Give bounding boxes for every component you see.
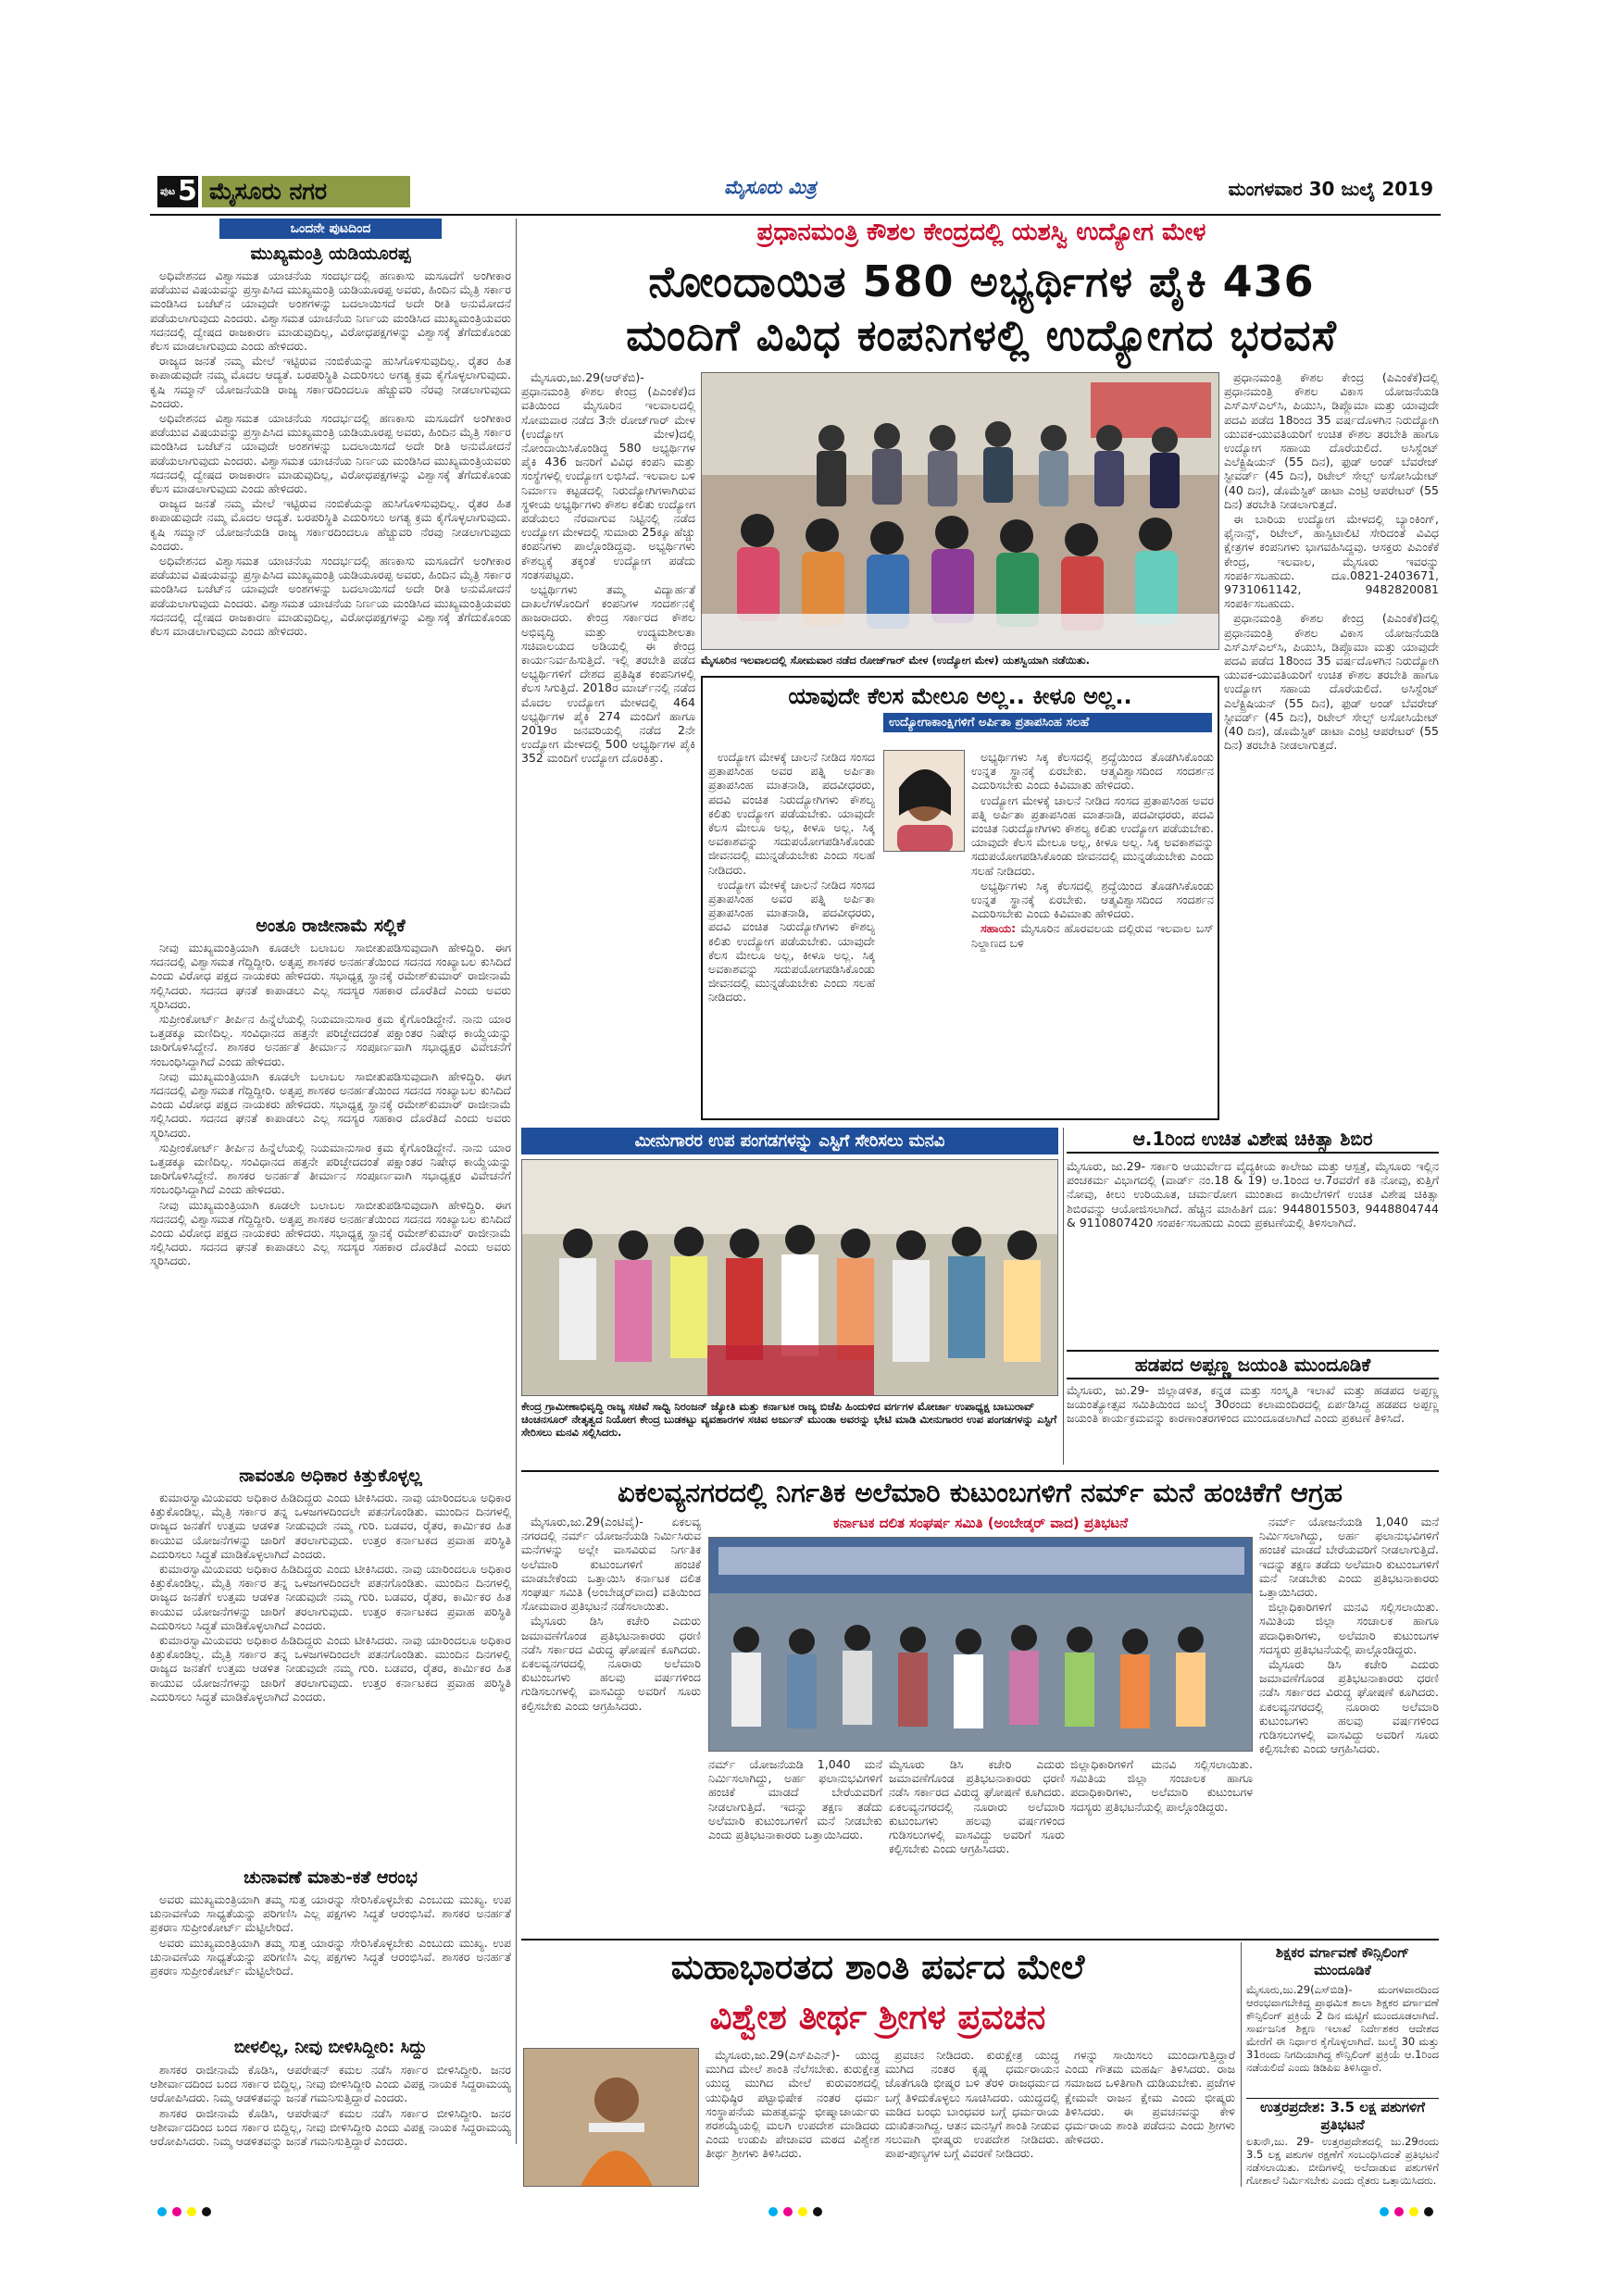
sidebar-title: ಶಿಕ್ಷಕರ ವರ್ಗಾವಣೆ ಕೌನ್ಸಿಲಿಂಗ್ ಮುಂದೂಡಿಕೆ [1275,1944,1410,1978]
story3-title: ಆ.1ರಿಂದ ಉಚಿತ ವಿಶೇಷ ಚಿಕಿತ್ಸಾ ಶಿಬಿರ [1067,1128,1439,1154]
seer-photo-art [524,2049,699,2187]
section-name: ಮೈಸೂರು ನಗರ [202,176,410,207]
lead-paragraph: ಪ್ರಧಾನಮಂತ್ರಿ ಕೌಶಲ ಕೇಂದ್ರ (ಪಿಎಂಕೆಕೆ)ದಲ್ಲಿ ಪ್ರಧಾನಮಂತ್ರಿ ಕೌಶಲ ವಿಕಾಸ ಯೋಜನೆಯಡಿ ಎಸ್‌ಎಸ್‌ಎಲ್‌ಸಿ, ಪಿಯುಸಿ, ಡಿಪ್ಲೊಮಾ ಮತ್ತು ಯಾವುದೇ ಪದವಿ ಪಡೆದ 18ರಿಂದ 35 ವರ್ಷದೊಳಗಿನ ನಿರುದ್ಯೋಗಿ ಯುವಕ-ಯುವತಿಯರಿಗೆ ಉಚಿತ ಕೌಶಲ ತರಬೇತಿ ಹಾಗೂ ಉದ್ಯೋಗ ಸಹಾಯ ದೊರೆಯಲಿದೆ. ಅಸಿಸ್ಟೆಂಟ್ ಎಲೆಕ್ಟ್ರಿಷಿಯನ್ (55 ದಿನ), ಫುಡ್ ಅಂಡ್ ಬೆವರೇಜ್ ಸ್ಟೀವರ್ಡ್ (45 ದಿನ), ರಿಟೇಲ್ ಸೇಲ್ಸ್ ಅಸೋಸಿಯೇಟ್ (40 ದಿನ), ಡೊಮೆಸ್ಟಿಕ್ ಡಾಟಾ ಎಂಟ್ರಿ ಆಪರೇಟರ್ (55 ದಿನ) ತರಬೇತಿ ನೀಡಲಾಗುತ್ತದೆ. [1224,611,1439,753]
story5-title-2: ವಿಶ್ವೇಶ ತೀರ್ಥ ಶ್ರೀಗಳ ಪ್ರವಚನ [709,1997,1046,2037]
registration-dot-cyan [157,2207,167,2216]
left-text-2 [150,941,511,1459]
left-paragraph: ಅವರು ಮುಖ್ಯಮಂತ್ರಿಯಾಗಿ ತಮ್ಮ ಸುತ್ತ ಯಾರನ್ನು ಸೇರಿಸಿಕೊಳ್ಳಬೇಕು ಎಂಬುದು ಮುಖ್ಯ. ಉಪ ಚುನಾವಣೆಯ ಸಾಧ್ಯತೆಯನ್ನು ಪರಿಗಣಿಸಿ ಎಲ್ಲ ಪಕ್ಷಗಳು ಸಿದ್ಧತೆ ಆರಂಭಿಸಿವೆ. ಶಾಸಕರ ಅನರ್ಹತೆ ಪ್ರಕರಣ ಸುಪ್ರೀಂಕೋರ್ಟ್ ಮೆಟ್ಟಿಲೇರಿದೆ. [150,1935,511,1978]
left-paragraph: ಶಾಸಕರ ರಾಜೀನಾಮೆ ಕೊಡಿಸಿ, ಆಪರೇಷನ್ ಕಮಲ ನಡೆಸಿ ಸರ್ಕಾರ ಬೀಳಿಸಿದ್ದೀರಿ. ಜನರ ಆಶೀರ್ವಾದದಿಂದ ಬಂದ ಸರ್ಕಾರ ಬಿದ್ದಿಲ್ಲ, ನೀವು ಬೀಳಿಸಿದ್ದೀರಿ ಎಂದು ವಿಪಕ್ಷ ನಾಯಕ ಸಿದ್ದರಾಮಯ್ಯ ಆರೋಪಿಸಿದರು. ನಿಮ್ಮ ಆಡಳಿತವನ್ನು ಜನತೆ ಗಮನಿಸುತ್ತಿದ್ದಾರೆ ಎಂದರು. [150,2105,511,2149]
left-text-3 [150,1491,511,1861]
registration-dot-magenta [783,2207,793,2216]
delegation-photo [521,1159,1058,1396]
page-label: ಪುಟ [160,185,176,197]
job-fair-photo-caption: ಮೈಸೂರಿನ ಇಲವಾಲದಲ್ಲಿ ಸೋಮವಾರ ನಡೆದ ರೋಜ್‌ಗಾರ್ ಮೇಳ (ಉದ್ಯೋಗ ಮೇಳ) ಯಶಸ್ವಿಯಾಗಿ ನಡೆಯಿತು. [701,654,1091,667]
registration-dot-magenta [172,2207,181,2216]
left-paragraph: ಕುಮಾರಸ್ವಾಮಿಯವರು ಅಧಿಕಾರ ಹಿಡಿದಿದ್ದರು ಎಂದು ಟೀಕಿಸಿದರು. ನಾವು ಯಾರಿಂದಲೂ ಅಧಿಕಾರ ಕಿತ್ತುಕೊಂಡಿಲ್ಲ. ಮೈತ್ರಿ ಸರ್ಕಾರ ತನ್ನ ಒಳಜಗಳದಿಂದಲೇ ಪತನಗೊಂಡಿತು. ಮುಂದಿನ ದಿನಗಳಲ್ಲಿ ರಾಜ್ಯದ ಜನತೆಗೆ ಉತ್ತಮ ಆಡಳಿತ ನೀಡುವುದೇ ನಮ್ಮ ಗುರಿ. ಬಡವರ, ರೈತರ, ಕಾರ್ಮಿಕರ ಹಿತ ಕಾಯುವ ಯೋಜನೆಗಳನ್ನು ಜಾರಿಗೆ ತರಲಾಗುವುದು. ಉತ್ತರ ಕರ್ನಾಟಕದ ಪ್ರವಾಹ ಪರಿಸ್ಥಿತಿ ಎದುರಿಸಲು ಸಿದ್ಧತೆ ಮಾಡಿಕೊಳ್ಳಲಾಗಿದೆ ಎಂದರು. [150,1562,511,1632]
story5-text-4 [1065,2048,1235,2187]
story2-title: ಮೀನುಗಾರರ ಉಪ ಪಂಗಡಗಳನ್ನು ಎಸ್ಟಿಗೆ ಸೇರಿಸಲು ಮನವಿ [521,1128,1058,1154]
credit-text: ಮೈಸೂರಿನ ಹೊರವಲಯ ದಲ್ಲಿರುವ ಇಲವಾಲ ಬಸ್ ನಿಲ್ದಾಣದ ಬಳಿ [971,921,1214,950]
job-fair-photo-art [702,373,1219,650]
job-fair-photo [701,372,1219,650]
left-paragraph: ನೀವು ಮುಖ್ಯಮಂತ್ರಿಯಾಗಿ ಕೂಡಲೇ ಬಲಾಬಲ ಸಾಬೀತುಪಡಿಸುವುದಾಗಿ ಹೇಳಿದ್ದಿರಿ. ಈಗ ಸದನದಲ್ಲಿ ವಿಶ್ವಾಸಮತ ಗೆದ್ದಿದ್ದೀರಿ. ಅತೃಪ್ತ ಶಾಸಕರ ಅನರ್ಹತೆಯಿಂದ ಸದನದ ಸಂಖ್ಯಾಬಲ ಕುಸಿದಿದೆ ಎಂದು ವಿರೋಧ ಪಕ್ಷದ ನಾಯಕರು ಹೇಳಿದರು. ಸಭಾಧ್ಯಕ್ಷ ಸ್ಥಾನಕ್ಕೆ ರಮೇಶ್‌ಕುಮಾರ್ ರಾಜೀನಾಮೆ ಸಲ್ಲಿಸಿದರು. ಸದನದ ಘನತೆ ಕಾಪಾಡಲು ಎಲ್ಲ ಸದಸ್ಯರ ಸಹಕಾರ ದೊರೆತಿದೆ ಎಂದು ಅವರು ಸ್ಮರಿಸಿದರು. [150,941,511,1011]
story3-text: ಮೈಸೂರು, ಜು.29- ಸರ್ಕಾರಿ ಆಯುರ್ವೇದ ವೈದ್ಯಕೀಯ ಕಾಲೇಜು ಮತ್ತು ಆಸ್ಪತ್ರೆ, ಮೈಸೂರು ಇಲ್ಲಿನ ಪಂಚಕರ್ಮ ವಿಭಾಗದಲ್ಲಿ (ವಾರ್ಡ್ ನಂ.18 & 19) ಆ.1ರಿಂದ ಆ.7ರವರೆಗೆ ಕತಿ ನೋವು, ಕುತ್ತಿಗೆ ನೋವು, ಕೀಲು ಉರಿಯೂತ, ಚರ್ಮರೋಗ ಮುಂತಾದ ಕಾಯಿಲೆಗಳಿಗೆ ಉಚಿತ ವಿಶೇಷ ಚಿಕಿತ್ಸಾ ಶಿಬಿರವನ್ನು ಆಯೋಜಿಸಲಾಗಿದೆ. ಹೆಚ್ಚಿನ ಮಾಹಿತಿಗೆ ದೂ: 9448015503, 9448804744 & 9110807420 ಸಂಪರ್ಕಿಸಬಹುದು ಎಂದು ಪ್ರಕಟಣೆಯಲ್ಲಿ ತಿಳಿಸಲಾಗಿದೆ. [1067,1159,1439,1229]
registration-dot-black [813,2207,822,2216]
issue-date: ಮಂಗಳವಾರ 30 ಜುಲೈ 2019 [1228,178,1433,200]
sub-story-title: ಯಾವುದೇ ಕೆಲಸ ಮೇಲೂ ಅಲ್ಲ.. ಕೀಳೂ ಅಲ್ಲ.. [788,683,1132,709]
delegation-caption: ಕೇಂದ್ರ ಗ್ರಾಮೀಣಾಭಿವೃದ್ಧಿ ರಾಜ್ಯ ಸಚಿವೆ ಸಾಧ್ವಿ ನಿರಂಜನ್ ಜ್ಯೋತಿ ಮತ್ತು ಕರ್ನಾಟಕ ರಾಜ್ಯ ಬಿಜೆಪಿ ಹಿಂದುಳಿದ ವರ್ಗಗಳ ಮೋರ್ಚಾ ಉಪಾಧ್ಯಕ್ಷ ಬಾಬುರಾವ್ ಚಿಂಚನಸೂರ್ ನೇತೃತ್ವದ ನಿಯೋಗ ಕೇಂದ್ರ ಬುಡಕಟ್ಟು ವ್ಯವಹಾರಗಳ ಸಚಿವ ಅರ್ಜುನ್ ಮುಂಡಾ ಅವರನ್ನು ಭೇಟಿ ಮಾಡಿ ಮೀನುಗಾರರ ಉಪ ಪಂಗಡಗಳನ್ನು ಎಸ್ಟಿಗೆ ಸೇರಿಸಲು ಮನವಿ ಸಲ್ಲಿಸಿದರು. [521,1400,1057,1439]
story5-text-2 [706,2048,880,2187]
sub-story-text-2 [971,750,1214,1111]
sidebar-divider [1241,1942,1242,2187]
story5-paragraph: ಮೈಸೂರು,ಜು.29(ಎಸ್‌ಪಿಎನ್)- ಯುದ್ಧ ಮುಗಿದ ಮೇಲೆ ಶಾಂತಿ ನೆಲೆಸಬೇಕು. ಕುರುಕ್ಷೇತ್ರ ಯುದ್ಧ ಮುಗಿದ ಮೇಲೆ ಕುರುವಂಶದಲ್ಲಿ ಯುಧಿಷ್ಠಿರ ಪಟ್ಟಾಭಿಷೇಕ ನಂತರ ಧರ್ಮ ಸಂಸ್ಥಾಪನೆಯ ಮಹತ್ವವನ್ನು ಭೀಷ್ಮಾಚಾರ್ಯರು ಶರಶಯ್ಯೆಯಲ್ಲಿ ಮಲಗಿ ಉಪದೇಶ ಮಾಡಿದರು ಎಂದು ಉಡುಪಿ ಪೇಜಾವರ ಮಠದ ವಿಶ್ವೇಶ ತೀರ್ಥ ಶ್ರೀಗಳು ತಿಳಿಸಿದರು. [706,2048,880,2161]
lead-text-col-3 [1224,370,1439,1120]
left-paragraph: ಸುಪ್ರೀಂಕೋರ್ಟ್ ತೀರ್ಪಿನ ಹಿನ್ನೆಲೆಯಲ್ಲಿ ನಿಯಮಾನುಸಾರ ಕ್ರಮ ಕೈಗೊಂಡಿದ್ದೇನೆ. ನಾನು ಯಾರ ಒತ್ತಡಕ್ಕೂ ಮಣಿದಿಲ್ಲ. ಸಂವಿಧಾನದ ಹತ್ತನೇ ಪರಿಚ್ಛೇದದಂತೆ ಪಕ್ಷಾಂತರ ನಿಷೇಧ ಕಾಯ್ದೆಯನ್ನು ಜಾರಿಗೊಳಿಸಿದ್ದೇನೆ. ಶಾಸಕರ ಅನರ್ಹತೆ ತೀರ್ಮಾನ ಸಂಪೂರ್ಣವಾಗಿ ಸಭಾಧ್ಯಕ್ಷರ ವಿವೇಚನೆಗೆ ಸಂಬಂಧಿಸಿದ್ದಾಗಿದೆ ಎಂದು ಹೇಳಿದರು. [150,1140,511,1197]
sub-story-box [701,676,1219,1120]
lead-paragraph: ಈ ಬಾರಿಯ ಉದ್ಯೋಗ ಮೇಳದಲ್ಲಿ ಬ್ಯಾಂಕಿಂಗ್, ಫೈನಾನ್ಸ್, ರಿಟೇಲ್, ಹಾಸ್ಪಿಟಾಲಿಟಿ ಸೇರಿದಂತೆ ವಿವಿಧ ಕ್ಷೇತ್ರಗಳ ಕಂಪನಿಗಳು ಭಾಗವಹಿಸಿದ್ದವು. ಆಸಕ್ತರು ಪಿಎಂಕೆಕೆ ಕೇಂದ್ರ, ಇಲವಾಲ, ಮೈಸೂರು ಇವರನ್ನು ಸಂಪರ್ಕಿಸಬಹುದು. ದೂ.0821-2403671, 9731061142, 9482820081 ಸಂಪರ್ಕಿಸಬಹುದು. [1224,512,1439,611]
left-text-4 [150,1892,511,2031]
left-paragraph: ಕುಮಾರಸ್ವಾಮಿಯವರು ಅಧಿಕಾರ ಹಿಡಿದಿದ್ದರು ಎಂದು ಟೀಕಿಸಿದರು. ನಾವು ಯಾರಿಂದಲೂ ಅಧಿಕಾರ ಕಿತ್ತುಕೊಂಡಿಲ್ಲ. ಮೈತ್ರಿ ಸರ್ಕಾರ ತನ್ನ ಒಳಜಗಳದಿಂದಲೇ ಪತನಗೊಂಡಿತು. ಮುಂದಿನ ದಿನಗಳಲ್ಲಿ ರಾಜ್ಯದ ಜನತೆಗೆ ಉತ್ತಮ ಆಡಳಿತ ನೀಡುವುದೇ ನಮ್ಮ ಗುರಿ. ಬಡವರ, ರೈತರ, ಕಾರ್ಮಿಕರ ಹಿತ ಕಾಯುವ ಯೋಜನೆಗಳನ್ನು ಜಾರಿಗೆ ತರಲಾಗುವುದು. ಉತ್ತರ ಕರ್ನಾಟಕದ ಪ್ರವಾಹ ಪರಿಸ್ಥಿತಿ ಎದುರಿಸಲು ಸಿದ್ಧತೆ ಮಾಡಿಕೊಳ್ಳಲಾಗಿದೆ ಎಂದರು. [150,1633,511,1703]
delegation-photo-art [522,1160,1058,1396]
sub-story-paragraph: ಅಭ್ಯರ್ಥಿಗಳು ಸಿಕ್ಕ ಕೆಲಸದಲ್ಲಿ ಶ್ರದ್ಧೆಯಿಂದ ತೊಡಗಿಸಿಕೊಂಡು ಉನ್ನತ ಸ್ಥಾನಕ್ಕೆ ಏರಬೇಕು. ಆತ್ಮವಿಶ್ವಾಸದಿಂದ ಸಂದರ್ಶನ ಎದುರಿಸಬೇಕು ಎಂದು ಕಿವಿಮಾತು ಹೇಳಿದರು. [971,878,1214,921]
page-number-badge [157,176,198,207]
sidebar-text: ಮೈಸೂರು,ಜು.29(ಎಸ್‌ಬಿಡಿ)- ಮಂಗಳವಾರದಿಂದ ಆರಂಭವಾಗಬೇಕಿದ್ದ ಪ್ರಾಥಮಿಕ ಶಾಲಾ ಶಿಕ್ಷಕರ ವರ್ಗಾವಣೆ ಕೌನ್ಸಿಲಿಂಗ್ ಪ್ರಕ್ರಿಯೆ 2 ದಿನ ಮಟ್ಟಿಗೆ ಮುಂದೂಡಲಾಗಿದೆ. ಸಾರ್ವಜನಿಕ ಶಿಕ್ಷಣ ಇಲಾಖೆ ನಿರ್ದೇಶಕರ ಆದೇಶದ ಮೇರೆಗೆ ಈ ನಿರ್ಧಾರ ಕೈಗೊಳ್ಳಲಾಗಿದೆ. ಜುಲೈ 30 ಮತ್ತು 31ರಂದು ನಿಗದಿಯಾಗಿದ್ದ ಕೌನ್ಸಿಲಿಂಗ್ ಪ್ರಕ್ರಿಯೆ ಆ.1ರಿಂದ ನಡೆಯಲಿದೆ ಎಂದು ಡಿಡಿಪಿಐ ತಿಳಿಸಿದ್ದಾರೆ. [1246,1983,1439,2074]
registration-dot-black [1424,2207,1433,2216]
story5-paragraph: ಗಳನ್ನು ಸಾಯಿಸಲು ಮುಂದಾಗುತ್ತಿದ್ದಾರೆ ಎಂದು ಗೌತಮ ಮಹರ್ಷಿ ತಿಳಿಸಿದರು. ರಾಜ ಸಮಾಜದ ಒಳಿತಿಗಾಗಿ ದುಡಿಯಬೇಕು. ಪ್ರಜೆಗಳ ಕ್ಷೇಮವೇ ರಾಜನ ಕ್ಷೇಮ ಎಂದು ಭೀಷ್ಮರು ತಿಳಿಸಿದರು. ಈ ಪ್ರವಚನವನ್ನು ಕೇಳಿ ಧರ್ಮರಾಯ ಶಾಂತಿ ಪಡೆದನು ಎಂದು ಶ್ರೀಗಳು ಹೇಳಿದರು. [1065,2048,1235,2147]
registration-dot-yellow [187,2207,196,2216]
left-paragraph: ಅಧಿವೇಶನದ ವಿಶ್ವಾಸಮತ ಯಾಚನೆಯ ಸಂದರ್ಭದಲ್ಲಿ ಹಣಕಾಸು ಮಸೂದೆಗೆ ಅಂಗೀಕಾರ ಪಡೆಯುವ ವಿಷಯವನ್ನು ಪ್ರಸ್ತಾಪಿಸಿದ ಮುಖ್ಯಮಂತ್ರಿ ಯಡಿಯೂರಪ್ಪ ಅವರು, ಹಿಂದಿನ ಮೈತ್ರಿ ಸರ್ಕಾರ ಮಂಡಿಸಿದ ಬಜೆಟ್‌ನ ಯಾವುದೇ ಅಂಶಗಳನ್ನು ಬದಲಾಯಿಸದೆ ಅದೇ ರೀತಿ ಅನುಮೋದನೆ ಪಡೆಯಲಾಗುವುದು ಎಂದರು. ವಿಶ್ವಾಸಮತ ಯಾಚನೆಯ ನಿರ್ಣಯ ಮಂಡಿಸಿದ ಮುಖ್ಯಮಂತ್ರಿಯವರು ಸದನದಲ್ಲಿ ದ್ವೇಷದ ರಾಜಕಾರಣ ಮಾಡುವುದಿಲ್ಲ, ವಿರೋಧಪಕ್ಷಗಳನ್ನು ವಿಶ್ವಾಸಕ್ಕೆ ತೆಗೆದುಕೊಂಡು ಕೆಲಸ ಮಾಡಲಾಗುವುದು ಎಂದು ಹೇಳಿದರು. [150,268,511,354]
sub-story-paragraph: ಉದ್ಯೋಗ ಮೇಳಕ್ಕೆ ಚಾಲನೆ ನೀಡಿದ ಸಂಸದ ಪ್ರತಾಪಸಿಂಹ ಅವರ ಪತ್ನಿ ಅರ್ಪಿತಾ ಪ್ರತಾಪಸಿಂಹ ಮಾತನಾಡಿ, ಪದವೀಧರರು, ಪದವಿ ವಂಚಿತ ನಿರುದ್ಯೋಗಿಗಳು ಕೌಶಲ್ಯ ಕಲಿತು ಉದ್ಯೋಗ ಪಡೆಯಬೇಕು. ಯಾವುದೇ ಕೆಲಸ ಮೇಲೂ ಅಲ್ಲ, ಕೀಳೂ ಅಲ್ಲ. ಸಿಕ್ಕ ಅವಕಾಶವನ್ನು ಸದುಪಯೋಗಪಡಿಸಿಕೊಂಡು ಜೀವನದಲ್ಲಿ ಮುನ್ನಡೆಯಬೇಕು ಎಂದು ಸಲಹೆ ನೀಡಿದರು. [708,750,875,877]
sub-story-paragraph: ಉದ್ಯೋಗ ಮೇಳಕ್ಕೆ ಚಾಲನೆ ನೀಡಿದ ಸಂಸದ ಪ್ರತಾಪಸಿಂಹ ಅವರ ಪತ್ನಿ ಅರ್ಪಿತಾ ಪ್ರತಾಪಸಿಂಹ ಮಾತನಾಡಿ, ಪದವೀಧರರು, ಪದವಿ ವಂಚಿತ ನಿರುದ್ಯೋಗಿಗಳು ಕೌಶಲ್ಯ ಕಲಿತು ಉದ್ಯೋಗ ಪಡೆಯಬೇಕು. ಯಾವುದೇ ಕೆಲಸ ಮೇಲೂ ಅಲ್ಲ, ಕೀಳೂ ಅಲ್ಲ. ಸಿಕ್ಕ ಅವಕಾಶವನ್ನು ಸದುಪಯೋಗಪಡಿಸಿಕೊಂಡು ಜೀವನದಲ್ಲಿ ಮುನ್ನಡೆಯಬೇಕು ಎಂದು ಸಲಹೆ ನೀಡಿದರು. [971,792,1214,878]
left-paragraph: ನೀವು ಮುಖ್ಯಮಂತ್ರಿಯಾಗಿ ಕೂಡಲೇ ಬಲಾಬಲ ಸಾಬೀತುಪಡಿಸುವುದಾಗಿ ಹೇಳಿದ್ದಿರಿ. ಈಗ ಸದನದಲ್ಲಿ ವಿಶ್ವಾಸಮತ ಗೆದ್ದಿದ್ದೀರಿ. ಅತೃಪ್ತ ಶಾಸಕರ ಅನರ್ಹತೆಯಿಂದ ಸದನದ ಸಂಖ್ಯಾಬಲ ಕುಸಿದಿದೆ ಎಂದು ವಿರೋಧ ಪಕ್ಷದ ನಾಯಕರು ಹೇಳಿದರು. ಸಭಾಧ್ಯಕ್ಷ ಸ್ಥಾನಕ್ಕೆ ರಮೇಶ್‌ಕುಮಾರ್ ರಾಜೀನಾಮೆ ಸಲ್ಲಿಸಿದರು. ಸದನದ ಘನತೆ ಕಾಪಾಡಲು ಎಲ್ಲ ಸದಸ್ಯರ ಸಹಕಾರ ದೊರೆತಿದೆ ಎಂದು ಅವರು ಸ್ಮರಿಸಿದರು. [150,1068,511,1140]
page-number: 5 [178,175,197,207]
left-heading-5: ಬೀಳಲಿಲ್ಲ, ನೀವು ಬೀಳಿಸಿದ್ದೀರಿ: ಸಿದ್ದು [233,2038,428,2057]
left-paragraph: ಸುಪ್ರೀಂಕೋರ್ಟ್ ತೀರ್ಪಿನ ಹಿನ್ನೆಲೆಯಲ್ಲಿ ನಿಯಮಾನುಸಾರ ಕ್ರಮ ಕೈಗೊಂಡಿದ್ದೇನೆ. ನಾನು ಯಾರ ಒತ್ತಡಕ್ಕೂ ಮಣಿದಿಲ್ಲ. ಸಂವಿಧಾನದ ಹತ್ತನೇ ಪರಿಚ್ಛೇದದಂತೆ ಪಕ್ಷಾಂತರ ನಿಷೇಧ ಕಾಯ್ದೆಯನ್ನು ಜಾರಿಗೊಳಿಸಿದ್ದೇನೆ. ಶಾಸಕರ ಅನರ್ಹತೆ ತೀರ್ಮಾನ ಸಂಪೂರ್ಣವಾಗಿ ಸಭಾಧ್ಯಕ್ಷರ ವಿವೇಚನೆಗೆ ಸಂಬಂಧಿಸಿದ್ದಾಗಿದೆ ಎಂದು ಹೇಳಿದರು. [150,1012,511,1068]
left-paragraph: ರಾಜ್ಯದ ಜನತೆ ನಮ್ಮ ಮೇಲೆ ಇಟ್ಟಿರುವ ನಂಬಿಕೆಯನ್ನು ಹುಸಿಗೊಳಿಸುವುದಿಲ್ಲ. ರೈತರ ಹಿತ ಕಾಪಾಡುವುದೇ ನಮ್ಮ ಮೊದಲ ಆದ್ಯತೆ. ಬರಪರಿಸ್ಥಿತಿ ಎದುರಿಸಲು ಅಗತ್ಯ ಕ್ರಮ ಕೈಗೊಳ್ಳಲಾಗುವುದು. ಕೃಷಿ ಸಮ್ಮಾನ್ ಯೋಜನೆಯಡಿ ರಾಜ್ಯ ಸರ್ಕಾರದಿಂದಲೂ ಹೆಚ್ಚುವರಿ ನೆರವು ನೀಡಲಾಗುವುದು ಎಂದರು. [150,354,511,410]
credit-label: ಸಹಾಯ: [981,921,1017,936]
left-paragraph: ಶಾಸಕರ ರಾಜೀನಾಮೆ ಕೊಡಿಸಿ, ಆಪರೇಷನ್ ಕಮಲ ನಡೆಸಿ ಸರ್ಕಾರ ಬೀಳಿಸಿದ್ದೀರಿ. ಜನರ ಆಶೀರ್ವಾದದಿಂದ ಬಂದ ಸರ್ಕಾರ ಬಿದ್ದಿಲ್ಲ, ನೀವು ಬೀಳಿಸಿದ್ದೀರಿ ಎಂದು ವಿಪಕ್ಷ ನಾಯಕ ಸಿದ್ದರಾಮಯ್ಯ ಆರೋಪಿಸಿದರು. ನಿಮ್ಮ ಆಡಳಿತವನ್ನು ಜನತೆ ಗಮನಿಸುತ್ತಿದ್ದಾರೆ ಎಂದರು. [150,2063,511,2105]
story4-paragraph: ನರ್ಮ್ ಯೋಜನೆಯಡಿ 1,040 ಮನೆ ನಿರ್ಮಿಸಲಾಗಿದ್ದು, ಅರ್ಹ ಫಲಾನುಭವಿಗಳಿಗೆ ಹಂಚಿಕೆ ಮಾಡದೆ ಬೇರೆಯವರಿಗೆ ನೀಡಲಾಗುತ್ತಿದೆ. ಇದನ್ನು ತಕ್ಷಣ ತಡೆದು ಅಲೆಮಾರಿ ಕುಟುಂಬಗಳಿಗೆ ಮನೆ ನೀಡಬೇಕು ಎಂದು ಪ್ರತಿಭಟನಾಕಾರರು ಒತ್ತಾಯಿಸಿದರು. [1259,1515,1439,1600]
left-paragraph: ಕುಮಾರಸ್ವಾಮಿಯವರು ಅಧಿಕಾರ ಹಿಡಿದಿದ್ದರು ಎಂದು ಟೀಕಿಸಿದರು. ನಾವು ಯಾರಿಂದಲೂ ಅಧಿಕಾರ ಕಿತ್ತುಕೊಂಡಿಲ್ಲ. ಮೈತ್ರಿ ಸರ್ಕಾರ ತನ್ನ ಒಳಜಗಳದಿಂದಲೇ ಪತನಗೊಂಡಿತು. ಮುಂದಿನ ದಿನಗಳಲ್ಲಿ ರಾಜ್ಯದ ಜನತೆಗೆ ಉತ್ತಮ ಆಡಳಿತ ನೀಡುವುದೇ ನಮ್ಮ ಗುರಿ. ಬಡವರ, ರೈತರ, ಕಾರ್ಮಿಕರ ಹಿತ ಕಾಯುವ ಯೋಜನೆಗಳನ್ನು ಜಾರಿಗೆ ತರಲಾಗುವುದು. ಉತ್ತರ ಕರ್ನಾಟಕದ ಪ್ರವಾಹ ಪರಿಸ್ಥಿತಿ ಎದುರಿಸಲು ಸಿದ್ಧತೆ ಮಾಡಿಕೊಳ್ಳಲಾಗಿದೆ ಎಂದರು. [150,1491,511,1561]
story4-title: ಏಕಲವ್ಯನಗರದಲ್ಲಿ ನಿರ್ಗತಿಕ ಅಲೆಮಾರಿ ಕುಟುಂಬಗಳಿಗೆ ನರ್ಮ್ ಮನೆ ಹಂಚಿಕೆಗೆ ಆಗ್ರಹ [618,1477,1343,1508]
left-text-5 [150,2063,511,2202]
story3-title-2: ಹಡಪದ ಅಪ್ಪಣ್ಣ ಜಯಂತಿ ಮುಂದೂಡಿಕೆ [1067,1350,1439,1379]
registration-dot-black [202,2207,211,2216]
story4-paragraph: ಮೈಸೂರು ಡಿಸಿ ಕಚೇರಿ ಎದುರು ಜಮಾವಣೆಗೊಂಡ ಪ್ರತಿಭಟನಾಕಾರರು ಧರಣಿ ನಡೆಸಿ ಸರ್ಕಾರದ ವಿರುದ್ಧ ಘೋಷಣೆ ಕೂಗಿದರು. ಏಕಲವ್ಯನಗರದಲ್ಲಿ ನೂರಾರು ಅಲೆಮಾರಿ ಕುಟುಂಬಗಳು ಹಲವು ವರ್ಷಗಳಿಂದ ಗುಡಿಸಲುಗಳಲ್ಲಿ ವಾಸವಿದ್ದು ಅವರಿಗೆ ಸೂರು ಕಲ್ಪಿಸಬೇಕು ಎಂದು ಆಗ್ರಹಿಸಿದರು. [1259,1657,1439,1756]
lead-headline-1: ನೋಂದಾಯಿತ 580 ಅಭ್ಯರ್ಥಿಗಳ ಪೈಕಿ 436 [648,256,1315,306]
story4-top-rule [521,1470,1439,1472]
sub-story-subtitle: ಉದ್ಯೋಗಾಕಾಂಕ್ಷಿಗಳಿಗೆ ಅರ್ಪಿತಾ ಪ್ರತಾಪಸಿಂಹ ಸಲಹೆ [883,713,1212,732]
sidebar-title-2: ಉತ್ತರಪ್ರದೇಶ: 3.5 ಲಕ್ಷ ಪಶುಗಳಿಗೆ ಪ್ರತಿಭಟನೆ [1246,2098,1439,2134]
story5-title-1: ಮಹಾಭಾರತದ ಶಾಂತಿ ಪರ್ವದ ಮೇಲೆ [670,1947,1085,1987]
sub-story-text-1 [708,750,875,1111]
seer-photo [523,2048,699,2187]
left-heading-2: ಅಂತೂ ರಾಜೀನಾಮೆ ಸಲ್ಲಿಕೆ [256,916,406,936]
sidebar-text-2: ಲಖನೌ,ಜು. 29- ಉತ್ತರಪ್ರದೇಶದಲ್ಲಿ ಜು.29ರಂದು 3.5 ಲಕ್ಷ ಪಶುಗಳ ರಕ್ಷಣೆಗೆ ಸಂಬಂಧಿಸಿದಂತೆ ಪ್ರತಿಭಟನೆ ನಡೆಸಲಾಯಿತು. ಬೀದಿಗಳಲ್ಲಿ ಅಲೆದಾಡುವ ಪಶುಗಳಿಗೆ ಗೋಶಾಲೆ ನಿರ್ಮಿಸಬೇಕು ಎಂದು ರೈತರು ಒತ್ತಾಯಿಸಿದರು. [1246,2135,1439,2187]
protest-photo-art [709,1538,1253,1752]
left-text-1 [150,268,511,907]
registration-dot-magenta [1394,2207,1404,2216]
story4-subtitle: ಕರ್ನಾಟಕ ದಲಿತ ಸಂಘರ್ಷ ಸಮಿತಿ (ಅಂಬೇಡ್ಕರ್ ವಾದ) ಪ್ರತಿಭಟನೆ [832,1515,1129,1531]
page-header [150,172,1441,213]
lead-paragraph: ಅಭ್ಯರ್ಥಿಗಳು ತಮ್ಮ ವಿದ್ಯಾರ್ಹತೆ ದಾಖಲೆಗಳೊಂದಿಗೆ ಕಂಪನಿಗಳ ಸಂದರ್ಶನಕ್ಕೆ ಹಾಜರಾದರು. ಕೇಂದ್ರ ಸರ್ಕಾರದ ಕೌಶಲ ಅಭಿವೃದ್ಧಿ ಮತ್ತು ಉದ್ಯಮಶೀಲತಾ ಸಚಿವಾಲಯದ ಅಡಿಯಲ್ಲಿ ಈ ಕೇಂದ್ರ ಕಾರ್ಯನಿರ್ವಹಿಸುತ್ತಿದೆ. ಇಲ್ಲಿ ತರಬೇತಿ ಪಡೆದ ಅಭ್ಯರ್ಥಿಗಳಿಗೆ ದೇಶದ ಪ್ರತಿಷ್ಠಿತ ಕಂಪನಿಗಳಲ್ಲಿ ಕೆಲಸ ಸಿಗುತ್ತಿದೆ. 2018ರ ಮಾರ್ಚ್‌ನಲ್ಲಿ ನಡೆದ ಮೊದಲ ಉದ್ಯೋಗ ಮೇಳದಲ್ಲಿ 464 ಅಭ್ಯರ್ಥಿಗಳ ಪೈಕಿ 274 ಮಂದಿಗೆ ಹಾಗೂ 2019ರ ಜನವರಿಯಲ್ಲಿ ನಡೆದ 2ನೇ ಉದ್ಯೋಗ ಮೇಳದಲ್ಲಿ 500 ಅಭ್ಯರ್ಥಿಗಳ ಪೈಕಿ 352 ಮಂದಿಗೆ ಉದ್ಯೋಗ ದೊರಕಿತ್ತು. [521,582,695,766]
story4-text-3: ಮೈಸೂರು ಡಿಸಿ ಕಚೇರಿ ಎದುರು ಜಮಾವಣೆಗೊಂಡ ಪ್ರತಿಭಟನಾಕಾರರು ಧರಣಿ ನಡೆಸಿ ಸರ್ಕಾರದ ವಿರುದ್ಧ ಘೋಷಣೆ ಕೂಗಿದರು. ಏಕಲವ್ಯನಗರದಲ್ಲಿ ನೂರಾರು ಅಲೆಮಾರಿ ಕುಟುಂಬಗಳು ಹಲವು ವರ್ಷಗಳಿಂದ ಗುಡಿಸಲುಗಳಲ್ಲಿ ವಾಸವಿದ್ದು ಅವರಿಗೆ ಸೂರು ಕಲ್ಪಿಸಬೇಕು ಎಂದು ಆಗ್ರಹಿಸಿದರು. [889,1757,1065,1856]
left-paragraph: ನೀವು ಮುಖ್ಯಮಂತ್ರಿಯಾಗಿ ಕೂಡಲೇ ಬಲಾಬಲ ಸಾಬೀತುಪಡಿಸುವುದಾಗಿ ಹೇಳಿದ್ದಿರಿ. ಈಗ ಸದನದಲ್ಲಿ ವಿಶ್ವಾಸಮತ ಗೆದ್ದಿದ್ದೀರಿ. ಅತೃಪ್ತ ಶಾಸಕರ ಅನರ್ಹತೆಯಿಂದ ಸದನದ ಸಂಖ್ಯಾಬಲ ಕುಸಿದಿದೆ ಎಂದು ವಿರೋಧ ಪಕ್ಷದ ನಾಯಕರು ಹೇಳಿದರು. ಸಭಾಧ್ಯಕ್ಷ ಸ್ಥಾನಕ್ಕೆ ರಮೇಶ್‌ಕುಮಾರ್ ರಾಜೀನಾಮೆ ಸಲ್ಲಿಸಿದರು. ಸದನದ ಘನತೆ ಕಾಪಾಡಲು ಎಲ್ಲ ಸದಸ್ಯರ ಸಹಕಾರ ದೊರೆತಿದೆ ಎಂದು ಅವರು ಸ್ಮರಿಸಿದರು. [150,1197,511,1268]
left-heading-1: ಮುಖ್ಯಮಂತ್ರಿ ಯಡಿಯೂರಪ್ಪ [250,243,411,264]
story4-text-5 [1259,1515,1439,1933]
registration-dot-yellow [1409,2207,1418,2216]
sub-story-paragraph: ಅಭ್ಯರ್ಥಿಗಳು ಸಿಕ್ಕ ಕೆಲಸದಲ್ಲಿ ಶ್ರದ್ಧೆಯಿಂದ ತೊಡಗಿಸಿಕೊಂಡು ಉನ್ನತ ಸ್ಥಾನಕ್ಕೆ ಏರಬೇಕು. ಆತ್ಮವಿಶ್ವಾಸದಿಂದ ಸಂದರ್ಶನ ಎದುರಿಸಬೇಕು ಎಂದು ಕಿವಿಮಾತು ಹೇಳಿದರು. [971,750,1214,792]
left-paragraph: ಅಧಿವೇಶನದ ವಿಶ್ವಾಸಮತ ಯಾಚನೆಯ ಸಂದರ್ಭದಲ್ಲಿ ಹಣಕಾಸು ಮಸೂದೆಗೆ ಅಂಗೀಕಾರ ಪಡೆಯುವ ವಿಷಯವನ್ನು ಪ್ರಸ್ತಾಪಿಸಿದ ಮುಖ್ಯಮಂತ್ರಿ ಯಡಿಯೂರಪ್ಪ ಅವರು, ಹಿಂದಿನ ಮೈತ್ರಿ ಸರ್ಕಾರ ಮಂಡಿಸಿದ ಬಜೆಟ್‌ನ ಯಾವುದೇ ಅಂಶಗಳನ್ನು ಬದಲಾಯಿಸದೆ ಅದೇ ರೀತಿ ಅನುಮೋದನೆ ಪಡೆಯಲಾಗುವುದು ಎಂದರು. ವಿಶ್ವಾಸಮತ ಯಾಚನೆಯ ನಿರ್ಣಯ ಮಂಡಿಸಿದ ಮುಖ್ಯಮಂತ್ರಿಯವರು ಸದನದಲ್ಲಿ ದ್ವೇಷದ ರಾಜಕಾರಣ ಮಾಡುವುದಿಲ್ಲ, ವಿರೋಧಪಕ್ಷಗಳನ್ನು ವಿಶ್ವಾಸಕ್ಕೆ ತೆಗೆದುಕೊಂಡು ಕೆಲಸ ಮಾಡಲಾಗುವುದು ಎಂದು ಹೇಳಿದರು. [150,411,511,496]
story4-paragraph: ಮೈಸೂರು,ಜು.29(ಎಂಟಿವೈ)- ಏಕಲವ್ಯ ನಗರದಲ್ಲಿ ನರ್ಮ್ ಯೋಜನೆಯಡಿ ನಿರ್ಮಿಸಿರುವ ಮನೆಗಳನ್ನು ಅಲ್ಲೇ ವಾಸವಿರುವ ನಿರ್ಗತಿಕ ಅಲೆಮಾರಿ ಕುಟುಂಬಗಳಿಗೆ ಹಂಚಿಕೆ ಮಾಡಬೇಕೆಂದು ಒತ್ತಾಯಿಸಿ ಕರ್ನಾಟಕ ದಲಿತ ಸಂಘರ್ಷ ಸಮಿತಿ (ಅಂಬೇಡ್ಕರ್‌ವಾದ) ವತಿಯಿಂದ ಸೋಮವಾರ ಪ್ರತಿಭಟನೆ ನಡೆಸಲಾಯಿತು. [521,1515,701,1614]
left-paragraph: ಅಧಿವೇಶನದ ವಿಶ್ವಾಸಮತ ಯಾಚನೆಯ ಸಂದರ್ಭದಲ್ಲಿ ಹಣಕಾಸು ಮಸೂದೆಗೆ ಅಂಗೀಕಾರ ಪಡೆಯುವ ವಿಷಯವನ್ನು ಪ್ರಸ್ತಾಪಿಸಿದ ಮುಖ್ಯಮಂತ್ರಿ ಯಡಿಯೂರಪ್ಪ ಅವರು, ಹಿಂದಿನ ಮೈತ್ರಿ ಸರ್ಕಾರ ಮಂಡಿಸಿದ ಬಜೆಟ್‌ನ ಯಾವುದೇ ಅಂಶಗಳನ್ನು ಬದಲಾಯಿಸದೆ ಅದೇ ರೀತಿ ಅನುಮೋದನೆ ಪಡೆಯಲಾಗುವುದು ಎಂದರು. ವಿಶ್ವಾಸಮತ ಯಾಚನೆಯ ನಿರ್ಣಯ ಮಂಡಿಸಿದ ಮುಖ್ಯಮಂತ್ರಿಯವರು ಸದನದಲ್ಲಿ ದ್ವೇಷದ ರಾಜಕಾರಣ ಮಾಡುವುದಿಲ್ಲ, ವಿರೋಧಪಕ್ಷಗಳನ್ನು ವಿಶ್ವಾಸಕ್ಕೆ ತೆಗೆದುಕೊಂಡು ಕೆಲಸ ಮಾಡಲಾಗುವುದು ಎಂದು ಹೇಳಿದರು. [150,554,511,639]
left-paragraph: ರಾಜ್ಯದ ಜನತೆ ನಮ್ಮ ಮೇಲೆ ಇಟ್ಟಿರುವ ನಂಬಿಕೆಯನ್ನು ಹುಸಿಗೊಳಿಸುವುದಿಲ್ಲ. ರೈತರ ಹಿತ ಕಾಪಾಡುವುದೇ ನಮ್ಮ ಮೊದಲ ಆದ್ಯತೆ. ಬರಪರಿಸ್ಥಿತಿ ಎದುರಿಸಲು ಅಗತ್ಯ ಕ್ರಮ ಕೈಗೊಳ್ಳಲಾಗುವುದು. ಕೃಷಿ ಸಮ್ಮಾನ್ ಯೋಜನೆಯಡಿ ರಾಜ್ಯ ಸರ್ಕಾರದಿಂದಲೂ ಹೆಚ್ಚುವರಿ ನೆರವು ನೀಡಲಾಗುವುದು ಎಂದರು. [150,496,511,553]
masthead-logo: ಮೈಸೂರು ಮಿತ್ರ [724,176,817,198]
lead-paragraph: ಮೈಸೂರು,ಜು.29(ಆರ್‌ಕೆಬಿ)- ಪ್ರಧಾನಮಂತ್ರಿ ಕೌಶಲ ಕೇಂದ್ರ (ಪಿಎಂಕೆಕೆ)ದ ವತಿಯಿಂದ ಮೈಸೂರಿನ ಇಲವಾಲದಲ್ಲಿ ಸೋಮವಾರ ನಡೆದ 3ನೇ ರೋಜ್‌ಗಾರ್ ಮೇಳ (ಉದ್ಯೋಗ ಮೇಳ)ದಲ್ಲಿ ನೋಂದಾಯಿಸಿಕೊಂಡಿದ್ದ 580 ಅಭ್ಯರ್ಥಿಗಳ ಪೈಕಿ 436 ಜನರಿಗೆ ವಿವಿಧ ಕಂಪನಿ ಮತ್ತು ಸಂಸ್ಥೆಗಳಲ್ಲಿ ಉದ್ಯೋಗ ಲಭಿಸಿದೆ. ಇಲವಾಲ ಬಳಿ ನಿರ್ಮಾಣ ಕಟ್ಟಡದಲ್ಲಿ ನಿರುದ್ಯೋಗಿಗಳಾಗಿರುವ ಸ್ಥಳೀಯ ಅಭ್ಯರ್ಥಿಗಳು ಕೌಶಲ ಕಲಿತು ಉದ್ಯೋಗ ಪಡೆಯಲು ನೆರವಾಗುವ ನಿಟ್ಟಿನಲ್ಲಿ ನಡೆದ ಉದ್ಯೋಗ ಮೇಳದಲ್ಲಿ ಸುಮಾರು 25ಕ್ಕೂ ಹೆಚ್ಚು ಕಂಪನಿಗಳು ಪಾಲ್ಗೊಂಡಿದ್ದವು. ಅಭ್ಯರ್ಥಿಗಳು ಕೌಶಲ್ಯಕ್ಕೆ ತಕ್ಕಂತೆ ಉದ್ಯೋಗ ಪಡೆದು ಸಂತಸಪಟ್ಟರು. [521,370,695,581]
sub-story-paragraph: ಉದ್ಯೋಗ ಮೇಳಕ್ಕೆ ಚಾಲನೆ ನೀಡಿದ ಸಂಸದ ಪ್ರತಾಪಸಿಂಹ ಅವರ ಪತ್ನಿ ಅರ್ಪಿತಾ ಪ್ರತಾಪಸಿಂಹ ಮಾತನಾಡಿ, ಪದವೀಧರರು, ಪದವಿ ವಂಚಿತ ನಿರುದ್ಯೋಗಿಗಳು ಕೌಶಲ್ಯ ಕಲಿತು ಉದ್ಯೋಗ ಪಡೆಯಬೇಕು. ಯಾವುದೇ ಕೆಲಸ ಮೇಲೂ ಅಲ್ಲ, ಕೀಳೂ ಅಲ್ಲ. ಸಿಕ್ಕ ಅವಕಾಶವನ್ನು ಸದುಪಯೋಗಪಡಿಸಿಕೊಂಡು ಜೀವನದಲ್ಲಿ ಮುನ್ನಡೆಯಬೇಕು ಎಂದು ಸಲಹೆ ನೀಡಿದರು. [708,877,875,1004]
speaker-portrait [883,750,965,852]
left-column-divider [516,218,517,2144]
continued-tag: ಒಂದನೇ ಪುಟದಿಂದ [219,218,442,239]
story4-text-4: ಜಿಲ್ಲಾಧಿಕಾರಿಗಳಿಗೆ ಮನವಿ ಸಲ್ಲಿಸಲಾಯಿತು. ಸಮಿತಿಯ ಜಿಲ್ಲಾ ಸಂಚಾಲಕ ಹಾಗೂ ಪದಾಧಿಕಾರಿಗಳು, ಅಲೆಮಾರಿ ಕುಟುಂಬಗಳ ಸದಸ್ಯರು ಪ್ರತಿಭಟನೆಯಲ್ಲಿ ಪಾಲ್ಗೊಂಡಿದ್ದರು. [1070,1757,1253,1814]
story4-paragraph: ಮೈಸೂರು ಡಿಸಿ ಕಚೇರಿ ಎದುರು ಜಮಾವಣೆಗೊಂಡ ಪ್ರತಿಭಟನಾಕಾರರು ಧರಣಿ ನಡೆಸಿ ಸರ್ಕಾರದ ವಿರುದ್ಧ ಘೋಷಣೆ ಕೂಗಿದರು. ಏಕಲವ್ಯನಗರದಲ್ಲಿ ನೂರಾರು ಅಲೆಮಾರಿ ಕುಟುಂಬಗಳು ಹಲವು ವರ್ಷಗಳಿಂದ ಗುಡಿಸಲುಗಳಲ್ಲಿ ವಾಸವಿದ್ದು ಅವರಿಗೆ ಸೂರು ಕಲ್ಪಿಸಬೇಕು ಎಂದು ಆಗ್ರಹಿಸಿದರು. [521,1614,701,1713]
lead-kicker: ಪ್ರಧಾನಮಂತ್ರಿ ಕೌಶಲ ಕೇಂದ್ರದಲ್ಲಿ ಯಶಸ್ವಿ ಉದ್ಯೋಗ ಮೇಳ [756,218,1206,246]
left-heading-4: ಚುನಾವಣೆ ಮಾತು-ಕತೆ ಆರಂಭ [244,1867,418,1888]
left-paragraph: ಅವರು ಮುಖ್ಯಮಂತ್ರಿಯಾಗಿ ತಮ್ಮ ಸುತ್ತ ಯಾರನ್ನು ಸೇರಿಸಿಕೊಳ್ಳಬೇಕು ಎಂಬುದು ಮುಖ್ಯ. ಉಪ ಚುನಾವಣೆಯ ಸಾಧ್ಯತೆಯನ್ನು ಪರಿಗಣಿಸಿ ಎಲ್ಲ ಪಕ್ಷಗಳು ಸಿದ್ಧತೆ ಆರಂಭಿಸಿವೆ. ಶಾಸಕರ ಅನರ್ಹತೆ ಪ್ರಕರಣ ಸುಪ್ರೀಂಕೋರ್ಟ್ ಮೆಟ್ಟಿಲೇರಿದೆ. [150,1892,511,1935]
sub-story-credit [971,921,1214,949]
story2-divider [1063,1128,1064,1465]
speaker-portrait-art [884,751,965,852]
registration-dot-yellow [798,2207,807,2216]
story3-text-2: ಮೈಸೂರು, ಜು.29- ಜಿಲ್ಲಾಡಳಿತ, ಕನ್ನಡ ಮತ್ತು ಸಂಸ್ಕೃತಿ ಇಲಾಖೆ ಮತ್ತು ಹಡಪದ ಅಪ್ಪಣ್ಣ ಜಯಂತ್ಯೋತ್ಸವ ಸಮಿತಿಯಿಂದ ಜುಲೈ 30ರಂದು ಕಲಾಮಂದಿರದಲ್ಲಿ ಏರ್ಪಡಿಸಿದ್ದ ಹಡಪದ ಅಪ್ಪಣ್ಣ ಜಯಂತಿ ಕಾರ್ಯಕ್ರಮವನ್ನು ಕಾರಣಾಂತರಗಳಿಂದ ಮುಂದೂಡಲಾಗಿದೆ ಎಂದು ಪ್ರಕಟಣೆ ತಿಳಿಸಿದೆ. [1067,1383,1439,1426]
story4-text-2: ನರ್ಮ್ ಯೋಜನೆಯಡಿ 1,040 ಮನೆ ನಿರ್ಮಿಸಲಾಗಿದ್ದು, ಅರ್ಹ ಫಲಾನುಭವಿಗಳಿಗೆ ಹಂಚಿಕೆ ಮಾಡದೆ ಬೇರೆಯವರಿಗೆ ನೀಡಲಾಗುತ್ತಿದೆ. ಇದನ್ನು ತಕ್ಷಣ ತಡೆದು ಅಲೆಮಾರಿ ಕುಟುಂಬಗಳಿಗೆ ಮನೆ ನೀಡಬೇಕು ಎಂದು ಪ್ರತಿಭಟನಾಕಾರರು ಒತ್ತಾಯಿಸಿದರು. [708,1757,882,1842]
left-column [150,218,511,2149]
header-rule [150,214,1441,216]
story5-text-3 [885,2048,1059,2187]
registration-dot-cyan [768,2207,778,2216]
story4-text-1 [521,1515,701,1933]
story4-paragraph: ಜಿಲ್ಲಾಧಿಕಾರಿಗಳಿಗೆ ಮನವಿ ಸಲ್ಲಿಸಲಾಯಿತು. ಸಮಿತಿಯ ಜಿಲ್ಲಾ ಸಂಚಾಲಕ ಹಾಗೂ ಪದಾಧಿಕಾರಿಗಳು, ಅಲೆಮಾರಿ ಕುಟುಂಬಗಳ ಸದಸ್ಯರು ಪ್ರತಿಭಟನೆಯಲ್ಲಿ ಪಾಲ್ಗೊಂಡಿದ್ದರು. [1259,1600,1439,1656]
left-heading-3: ನಾವಂತೂ ಅಧಿಕಾರ ಕಿತ್ತುಕೊಳ್ಳಲ್ಲ [239,1466,422,1486]
lead-paragraph: ಪ್ರಧಾನಮಂತ್ರಿ ಕೌಶಲ ಕೇಂದ್ರ (ಪಿಎಂಕೆಕೆ)ದಲ್ಲಿ ಪ್ರಧಾನಮಂತ್ರಿ ಕೌಶಲ ವಿಕಾಸ ಯೋಜನೆಯಡಿ ಎಸ್‌ಎಸ್‌ಎಲ್‌ಸಿ, ಪಿಯುಸಿ, ಡಿಪ್ಲೊಮಾ ಮತ್ತು ಯಾವುದೇ ಪದವಿ ಪಡೆದ 18ರಿಂದ 35 ವರ್ಷದೊಳಗಿನ ನಿರುದ್ಯೋಗಿ ಯುವಕ-ಯುವತಿಯರಿಗೆ ಉಚಿತ ಕೌಶಲ ತರಬೇತಿ ಹಾಗೂ ಉದ್ಯೋಗ ಸಹಾಯ ದೊರೆಯಲಿದೆ. ಅಸಿಸ್ಟೆಂಟ್ ಎಲೆಕ್ಟ್ರಿಷಿಯನ್ (55 ದಿನ), ಫುಡ್ ಅಂಡ್ ಬೆವರೇಜ್ ಸ್ಟೀವರ್ಡ್ (45 ದಿನ), ರಿಟೇಲ್ ಸೇಲ್ಸ್ ಅಸೋಸಿಯೇಟ್ (40 ದಿನ), ಡೊಮೆಸ್ಟಿಕ್ ಡಾಟಾ ಎಂಟ್ರಿ ಆಪರೇಟರ್ (55 ದಿನ) ತರಬೇತಿ ನೀಡಲಾಗುತ್ತದೆ. [1224,370,1439,511]
registration-dot-cyan [1380,2207,1389,2216]
lead-headline-2: ಮಂದಿಗೆ ವಿವಿಧ ಕಂಪನಿಗಳಲ್ಲಿ ಉದ್ಯೋಗದ ಭರವಸೆ [626,310,1337,360]
story5-top-rule [521,1939,1439,1940]
lead-text-col-1 [521,370,695,1120]
story5-paragraph: ಪ್ರವಚನ ನೀಡಿದರು. ಕುರುಕ್ಷೇತ್ರ ಯುದ್ಧ ಮುಗಿದ ನಂತರ ಕೃಷ್ಣ ಧರ್ಮರಾಯನ ಜೊತೆಗೂಡಿ ಭೀಷ್ಮರ ಬಳಿ ತೆರಳಿ ರಾಜಧರ್ಮದ ಬಗ್ಗೆ ತಿಳಿದುಕೊಳ್ಳಲು ಸೂಚಿಸಿದರು. ಯುದ್ಧದಲ್ಲಿ ಮಡಿದ ಬಂಧು ಬಾಂಧವರ ಬಗ್ಗೆ ಧರ್ಮರಾಯ ದುಃಖಿತನಾಗಿದ್ದ. ಆತನ ಮನಸ್ಸಿಗೆ ಶಾಂತಿ ನೀಡುವ ಸಲುವಾಗಿ ಭೀಷ್ಮರು ಉಪದೇಶ ನೀಡಿದರು. ಪಾಪ-ಪುಣ್ಯಗಳ ಬಗ್ಗೆ ವಿವರಣೆ ನೀಡಿದರು. [885,2048,1059,2161]
protest-photo [708,1537,1253,1752]
